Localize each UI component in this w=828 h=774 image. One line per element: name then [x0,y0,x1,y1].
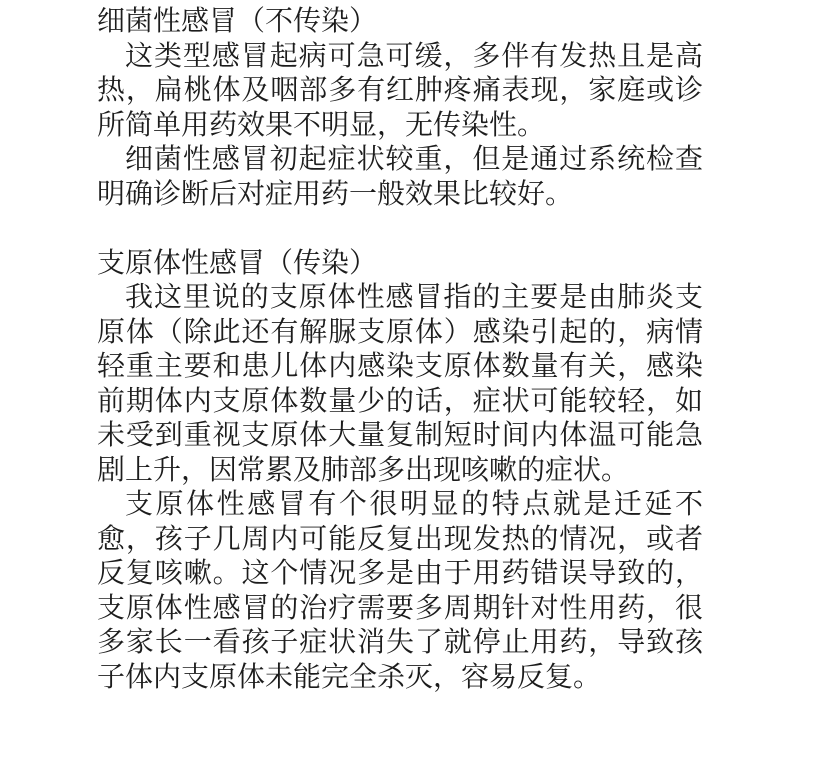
section-bacterial-cold [97,4,703,211]
section-mycoplasma-cold [97,246,703,695]
paragraph: 支原体性感冒有个很明显的特点就是迁延不愈，孩子几周内可能反复出现发热的情况，或者反复咳嗽。这个情况多是由于用药错误导致的，支原体性感冒的治疗需要多周期针对性用药，很多家长一看孩子症状消失了就停止用药，导致孩子体内支原体未能完全杀灭，容易反复。 [97,487,703,693]
paragraph: 这类型感冒起病可急可缓，多伴有发热且是高热，扁桃体及咽部多有红肿疼痛表现，家庭或诊所简单用药效果不明显，无传染性。 [97,38,703,141]
paragraph: 我这里说的支原体性感冒指的主要是由肺炎支原体（除此还有解脲支原体）感染引起的，病情轻重主要和患儿体内感染支原体数量有关，感染前期体内支原体数量少的话，症状可能较轻，如未受到重视支原体大量复制短时间内体温可能急剧上升，因常累及肺部多出现咳嗽的症状。 [97,280,703,486]
section-heading: 细菌性感冒（不传染） [97,4,378,37]
section-spacer [97,211,703,246]
article [97,4,703,694]
paragraph: 细菌性感冒初起症状较重，但是通过系统检查明确诊断后对症用药一般效果比较好。 [97,142,703,210]
section-heading: 支原体性感冒（传染） [97,245,378,279]
